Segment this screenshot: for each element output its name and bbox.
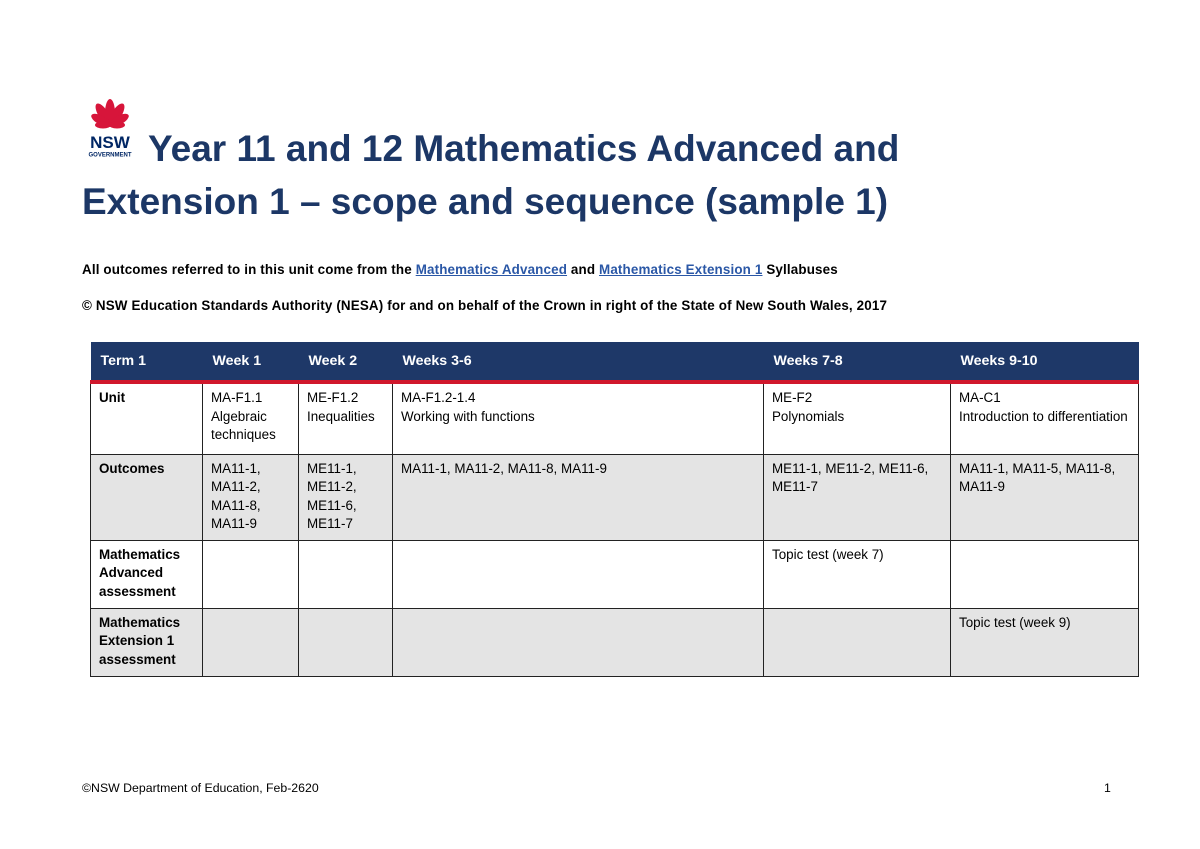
outcomes-cell: MA11-1, MA11-2, MA11-8, MA11-9 [203, 454, 299, 540]
page-number: 1 [1104, 781, 1111, 795]
row-label-advanced-assessment: Mathematics Advanced assessment [91, 540, 203, 608]
table-row [91, 382, 1139, 454]
title-line-2: Extension 1 – scope and sequence (sample 1) [82, 181, 889, 222]
header-weeks-9-10: Weeks 9-10 [951, 342, 1139, 382]
unit-code: ME-F1.2 [307, 390, 359, 405]
assessment-cell [299, 608, 393, 676]
table-cell [393, 382, 764, 454]
row-label-outcomes: Outcomes [91, 454, 203, 540]
table-cell [951, 382, 1139, 454]
intro-middle: and [567, 262, 600, 277]
logo-wordmark: NSW [90, 133, 130, 152]
assessment-cell [393, 608, 764, 676]
unit-code: ME-F2 [772, 390, 813, 405]
row-label-unit: Unit [91, 382, 203, 454]
page-title [82, 122, 1142, 228]
row-label-extension-1-assessment: Mathematics Extension 1 assessment [91, 608, 203, 676]
table-row [91, 540, 1139, 608]
table-cell [203, 382, 299, 454]
table-header-row [91, 342, 1139, 382]
unit-title: Polynomials [772, 408, 845, 424]
assessment-cell [299, 540, 393, 608]
header-weeks-3-6: Weeks 3-6 [393, 342, 764, 382]
header-week-1: Week 1 [203, 342, 299, 382]
intro-prefix: All outcomes referred to in this unit come from the [82, 262, 416, 277]
unit-code: MA-F1.2-1.4 [401, 390, 476, 405]
assessment-cell [951, 540, 1139, 608]
scope-sequence-table [90, 342, 1139, 677]
unit-title: Algebraic techniques [211, 408, 276, 442]
table-cell [764, 382, 951, 454]
outcomes-cell: MA11-1, MA11-2, MA11-8, MA11-9 [393, 454, 764, 540]
table-row [91, 608, 1139, 676]
table-cell [299, 382, 393, 454]
copyright-notice: © NSW Education Standards Authority (NESA) for and on behalf of the Crown in right of the State of New South Wales, 2017 [82, 298, 888, 313]
footer-copyright: ©NSW Department of Education, Feb-2620 [82, 781, 319, 795]
assessment-cell [203, 608, 299, 676]
unit-code: MA-F1.1 [211, 390, 263, 405]
header-week-2: Week 2 [299, 342, 393, 382]
outcomes-cell: ME11-1, ME11-2, ME11-6, ME11-7 [764, 454, 951, 540]
assessment-cell [203, 540, 299, 608]
table-row [91, 454, 1139, 540]
unit-title: Working with functions [401, 408, 535, 424]
logo-subtext: GOVERNMENT [88, 152, 132, 159]
intro-suffix: Syllabuses [762, 262, 838, 277]
title-line-1: Year 11 and 12 Mathematics Advanced and [148, 128, 900, 169]
assessment-cell: Topic test (week 7) [764, 540, 951, 608]
assessment-cell: Topic test (week 9) [951, 608, 1139, 676]
unit-title: Inequalities [307, 408, 375, 424]
unit-code: MA-C1 [959, 390, 1001, 405]
outcomes-cell: ME11-1, ME11-2, ME11-6, ME11-7 [299, 454, 393, 540]
assessment-cell [764, 608, 951, 676]
intro-text [82, 262, 838, 277]
unit-title: Introduction to differentiation [959, 408, 1128, 424]
outcomes-cell: MA11-1, MA11-5, MA11-8, MA11-9 [951, 454, 1139, 540]
mathematics-advanced-link[interactable]: Mathematics Advanced [415, 262, 568, 277]
assessment-cell [393, 540, 764, 608]
header-weeks-7-8: Weeks 7-8 [764, 342, 951, 382]
mathematics-extension-1-link[interactable]: Mathematics Extension 1 [599, 262, 763, 277]
header-term: Term 1 [91, 342, 203, 382]
